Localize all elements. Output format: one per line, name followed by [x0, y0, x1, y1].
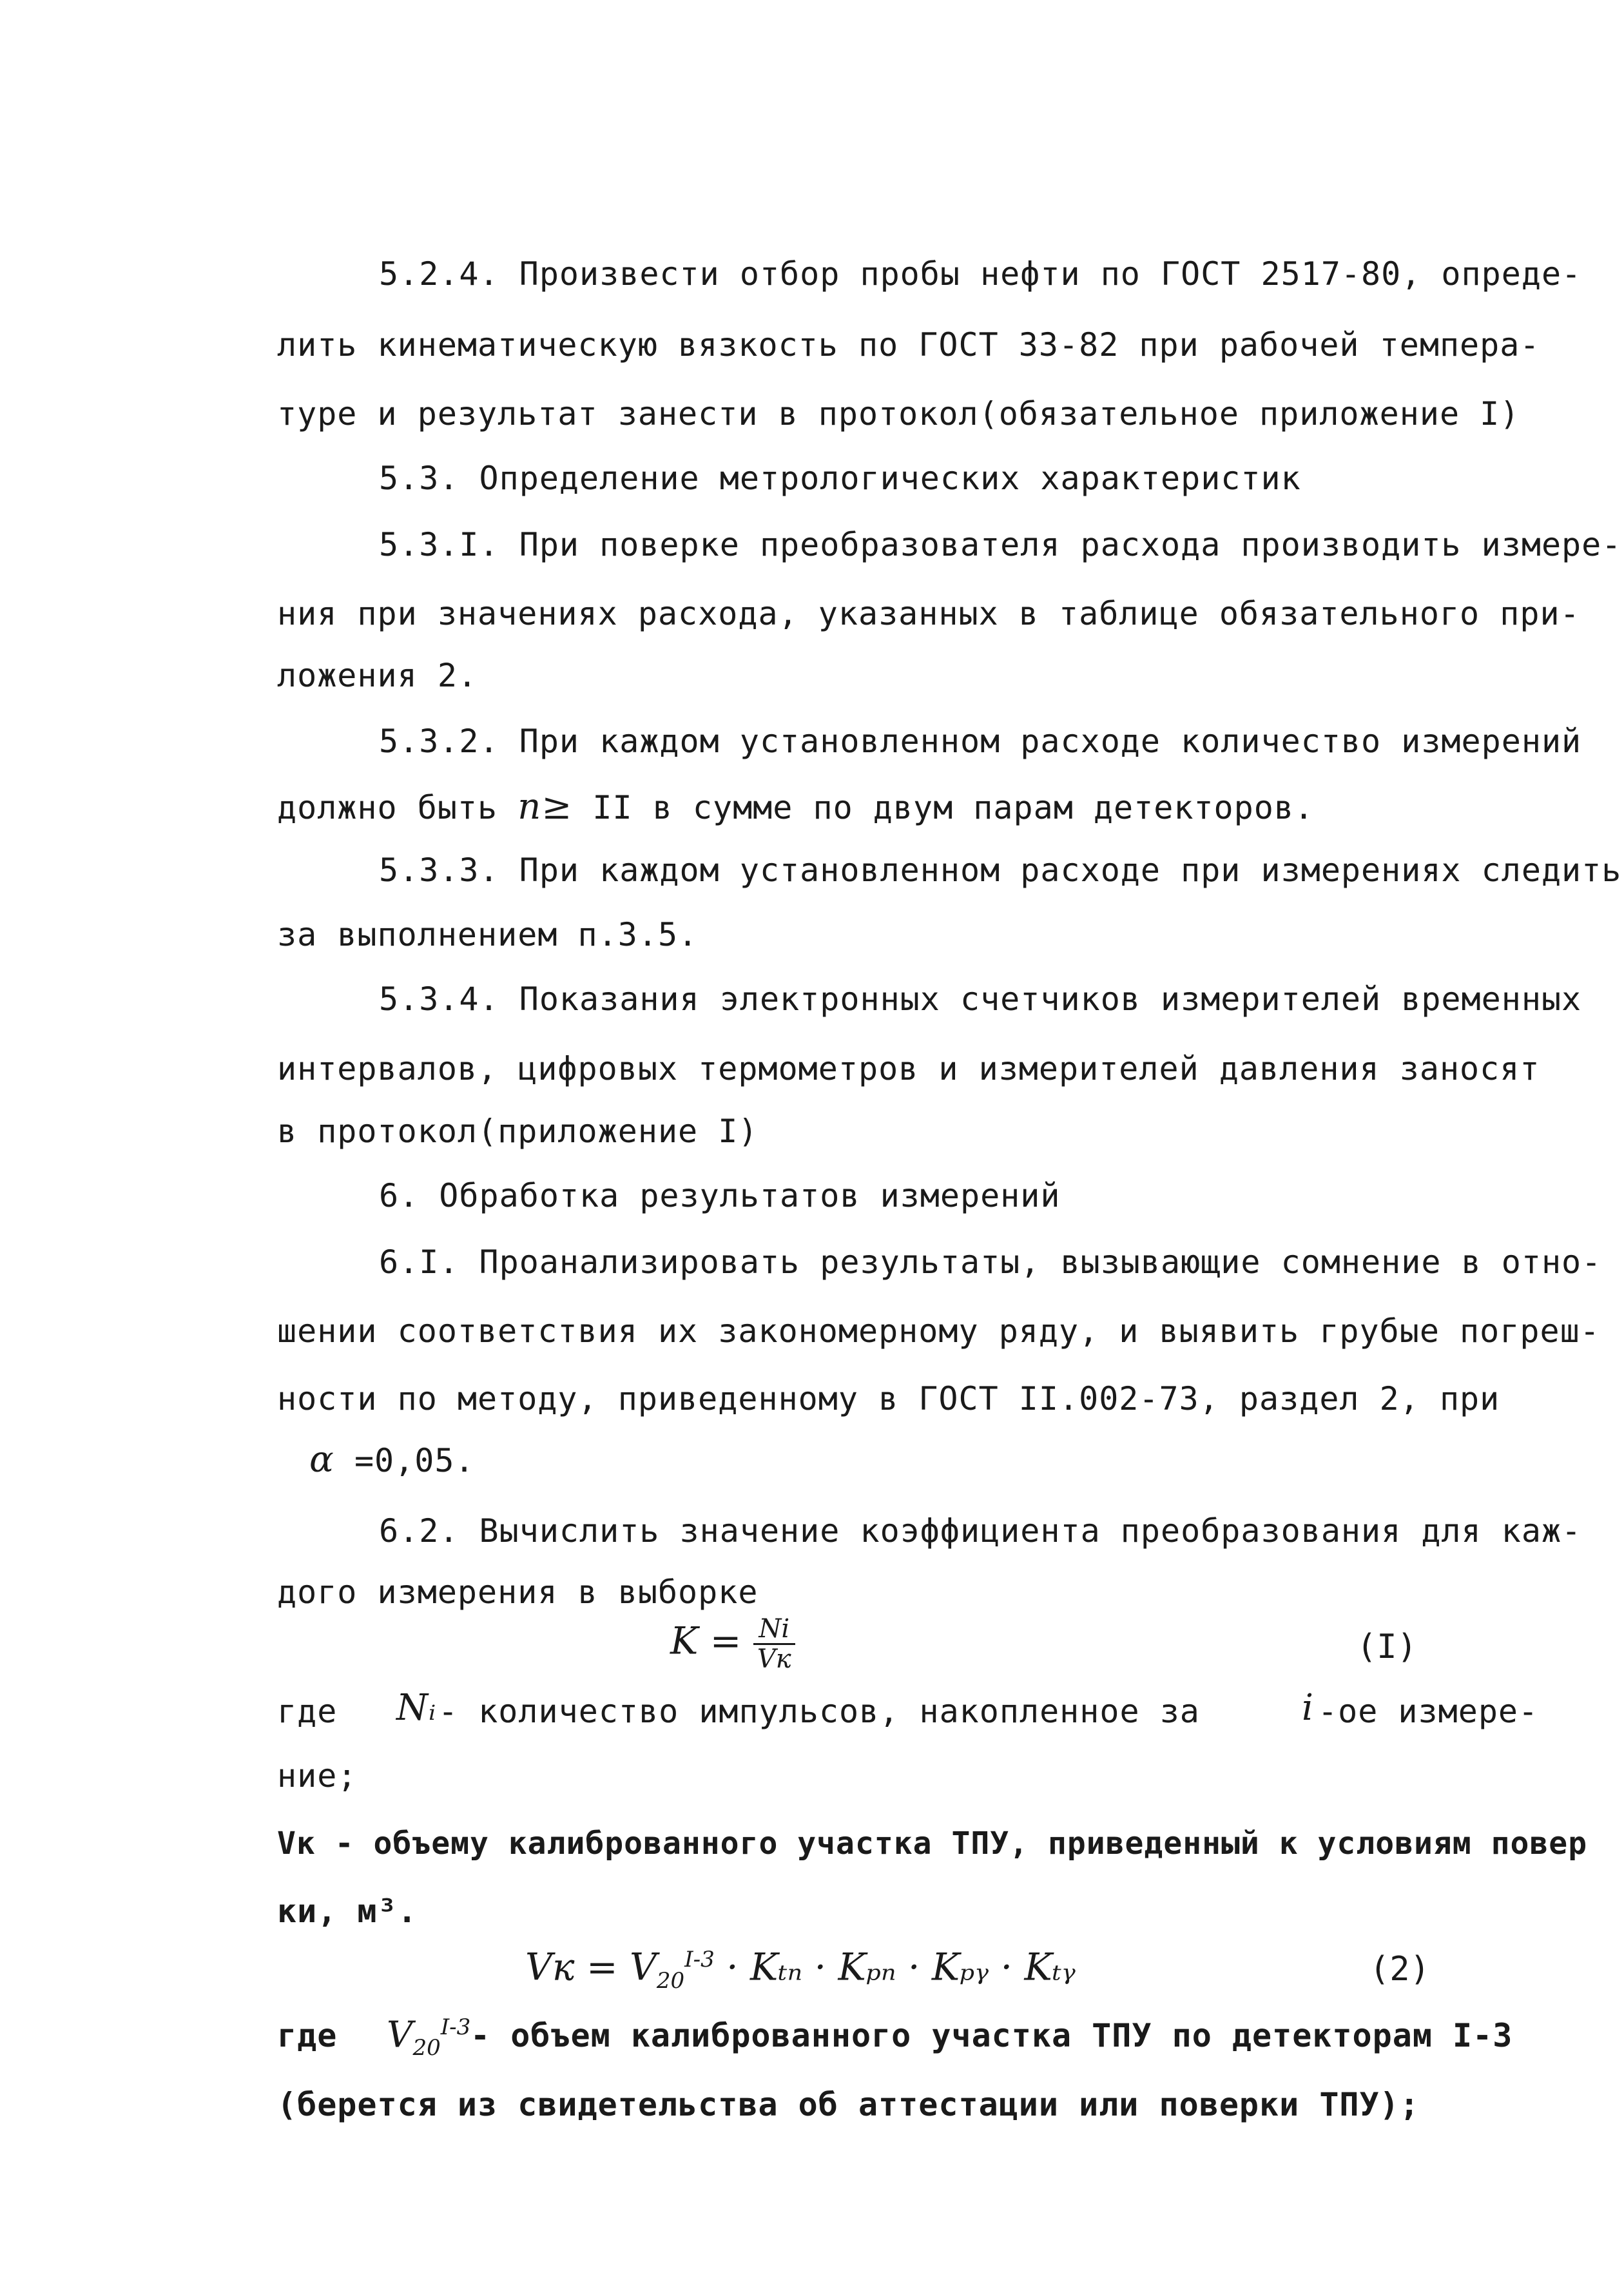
- section-heading: 5.3. Определение метрологических характеристик: [379, 460, 1301, 497]
- text-line: шении соответствия их закономерному ряду, и выявить грубые погреш-: [277, 1312, 1600, 1350]
- eq1-fraction: [753, 1615, 795, 1673]
- text-line: за выполнением п.3.5.: [277, 916, 699, 953]
- text-line: - объем калиброванного участка ТПУ по детекторам I-3: [470, 2017, 1513, 2054]
- text-line: - количество импульсов, накопленное за: [438, 1693, 1200, 1730]
- text-line: интервалов, цифровых термометров и измерителей давления заносят: [277, 1050, 1540, 1087]
- eq2-sub: 20: [656, 1967, 685, 1994]
- text-line: 6.I. Проанализировать результаты, вызывающие сомнение в отно-: [379, 1243, 1602, 1281]
- eq1-lhs: K: [670, 1619, 699, 1663]
- text-line: 5.3.4. Показания электронных счетчиков измерителей временных: [379, 980, 1582, 1018]
- text-line: [309, 1441, 475, 1480]
- n-ge-symbol: n≥: [517, 786, 573, 828]
- eq2-sup: I-3: [684, 1947, 715, 1972]
- alpha-symbol: α: [309, 1439, 334, 1481]
- text-line: 5.3.I. При поверке преобразователя расхода производить измере-: [379, 526, 1622, 563]
- text-line: -ое измере-: [1318, 1693, 1539, 1730]
- section-heading: 6. Обработка результатов измерений: [379, 1177, 1061, 1214]
- text-line: туре и результат занести в протокол(обязательное приложение I): [277, 395, 1520, 433]
- ni-symbol: Nᵢ: [396, 1687, 437, 1729]
- text-line: где: [277, 2017, 338, 2054]
- text-line: 5.3.2. При каждом установленном расходе количество измерений: [379, 723, 1582, 760]
- text-line: (берется из свидетельства об аттестации или поверки ТПУ);: [277, 2086, 1420, 2123]
- eq1-denominator: Vк: [757, 1644, 791, 1674]
- equation-2: [525, 1937, 1076, 2003]
- v-sup: I-3: [440, 2014, 471, 2040]
- text-line: Vк - объему калиброванного участка ТПУ, приведенный к условиям повер: [277, 1825, 1588, 1862]
- text-line: лить кинематическую вязкость по ГОСТ 33-82 при рабочей темпера-: [277, 326, 1540, 364]
- text-fragment: должно быть: [277, 789, 498, 826]
- equation-1-label: (I): [1357, 1628, 1417, 1666]
- text-line: ложения 2.: [277, 657, 478, 694]
- eq2-equals: =: [586, 1945, 618, 1989]
- v20-symbol: [387, 2005, 470, 2070]
- text-line: ния при значениях расхода, указанных в таблице обязательного при-: [277, 595, 1580, 632]
- text-line: [277, 788, 1314, 827]
- text-line: 5.2.4. Произвести отбор пробы нефти по ГОСТ 2517-80, опреде-: [379, 255, 1582, 293]
- text-line: ние;: [277, 1757, 358, 1795]
- text-line: в протокол(приложение I): [277, 1113, 759, 1150]
- eq2-v: V: [630, 1945, 657, 1989]
- text-line: дого измерения в выборке: [277, 1573, 759, 1611]
- text-fragment: =0,05.: [354, 1442, 475, 1479]
- text-line: ности по методу, приведенному в ГОСТ II.002-73, раздел 2, при: [277, 1380, 1500, 1417]
- eq2-lhs: Vк: [525, 1945, 575, 1989]
- equation-2-label: (2): [1369, 1950, 1430, 1989]
- eq2-rhs: · Kₜₙ · Kₚₙ · Kₚᵧ · Kₜᵧ: [726, 1945, 1076, 1989]
- text-line: 6.2. Вычислить значение коэффициента преобразования для каж-: [379, 1512, 1582, 1550]
- i-symbol: i: [1302, 1687, 1314, 1729]
- eq1-equals: =: [710, 1619, 742, 1663]
- eq1-numerator: Ni: [753, 1615, 795, 1645]
- text-line: 5.3.3. При каждом установленном расходе при измерениях следить: [379, 852, 1622, 889]
- v-letter: V: [387, 2014, 413, 2056]
- text-line: ки, м³.: [277, 1893, 418, 1930]
- text-line: где: [277, 1693, 338, 1730]
- text-fragment: II в сумме по двум парам детекторов.: [592, 789, 1315, 826]
- v-sub: 20: [412, 2034, 441, 2061]
- equation-1: [670, 1615, 795, 1673]
